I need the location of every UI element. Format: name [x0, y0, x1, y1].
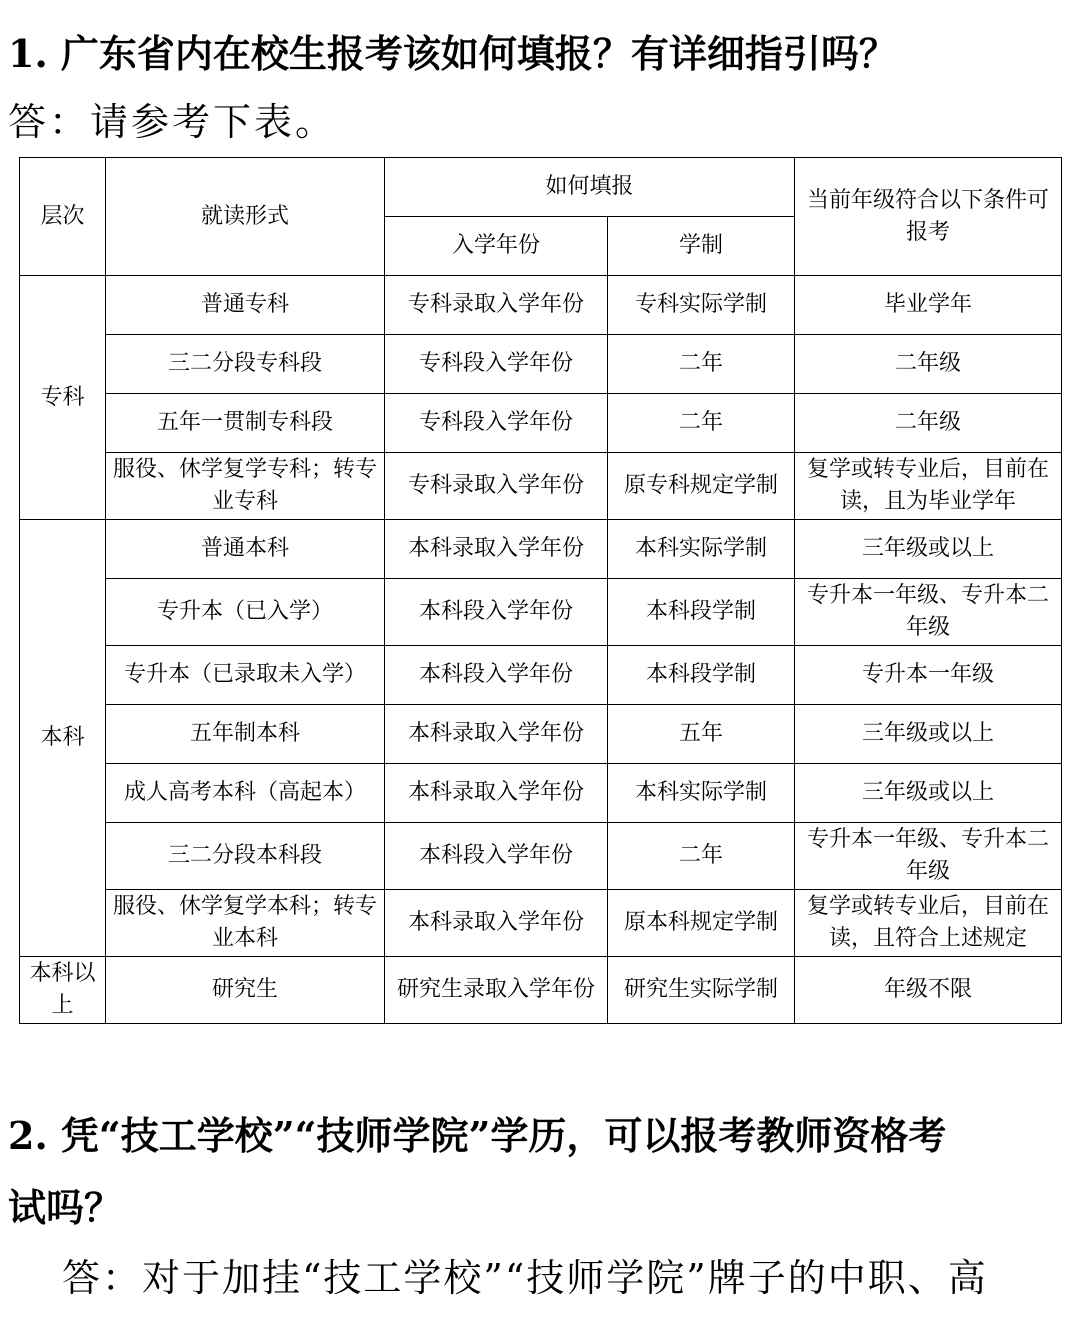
condition-cell: 三年级或以上 — [795, 520, 1062, 579]
table-row — [20, 335, 1062, 394]
table-row — [20, 646, 1062, 705]
form-cell: 专升本（已录取未入学） — [106, 646, 385, 705]
form-cell: 普通专科 — [106, 276, 385, 335]
duration-cell: 二年 — [608, 394, 795, 453]
entry-year-cell: 本科段入学年份 — [385, 579, 608, 646]
form-cell: 普通本科 — [106, 520, 385, 579]
condition-cell: 专升本一年级、专升本二年级 — [795, 823, 1062, 890]
table-header-row — [20, 158, 1062, 217]
entry-year-cell: 专科段入学年份 — [385, 394, 608, 453]
table-row — [20, 520, 1062, 579]
condition-cell: 二年级 — [795, 335, 1062, 394]
condition-cell: 复学或转专业后，目前在读，且符合上述规定 — [795, 890, 1062, 957]
duration-cell: 原专科规定学制 — [608, 453, 795, 520]
duration-cell: 研究生实际学制 — [608, 957, 795, 1024]
condition-cell: 二年级 — [795, 394, 1062, 453]
entry-year-cell: 本科段入学年份 — [385, 646, 608, 705]
header-entry-year: 入学年份 — [385, 217, 608, 276]
form-cell: 专升本（已入学） — [106, 579, 385, 646]
header-condition: 当前年级符合以下条件可报考 — [795, 158, 1062, 276]
table-row — [20, 705, 1062, 764]
table-row — [20, 957, 1062, 1024]
entry-year-cell: 专科录取入学年份 — [385, 453, 608, 520]
duration-cell: 专科实际学制 — [608, 276, 795, 335]
table-row — [20, 394, 1062, 453]
table-row — [20, 823, 1062, 890]
form-cell: 五年制本科 — [106, 705, 385, 764]
duration-cell: 本科段学制 — [608, 579, 795, 646]
level-cell: 专科 — [20, 276, 106, 520]
condition-cell: 专升本一年级、专升本二年级 — [795, 579, 1062, 646]
question-1-answer: 答：请参考下表。 — [8, 100, 337, 144]
question-2-answer: 答：对于加挂“技工学校”“技师学院”牌子的中职、高 — [62, 1256, 988, 1300]
condition-cell: 专升本一年级 — [795, 646, 1062, 705]
condition-cell: 年级不限 — [795, 957, 1062, 1024]
duration-cell: 本科实际学制 — [608, 764, 795, 823]
application-guide-table — [19, 157, 1062, 1024]
condition-cell: 三年级或以上 — [795, 705, 1062, 764]
entry-year-cell: 专科段入学年份 — [385, 335, 608, 394]
entry-year-cell: 本科录取入学年份 — [385, 890, 608, 957]
header-level: 层次 — [20, 158, 106, 276]
duration-cell: 本科实际学制 — [608, 520, 795, 579]
question-2-title-continued: 试吗？ — [8, 1185, 123, 1230]
entry-year-cell: 本科录取入学年份 — [385, 520, 608, 579]
level-cell: 本科 — [20, 520, 106, 957]
condition-cell: 毕业学年 — [795, 276, 1062, 335]
form-cell: 五年一贯制专科段 — [106, 394, 385, 453]
table-row — [20, 890, 1062, 957]
question-2-title: 2. 凭“技工学校”“技师学院”学历，可以报考教师资格考 — [8, 1113, 947, 1158]
table-row — [20, 764, 1062, 823]
duration-cell: 五年 — [608, 705, 795, 764]
duration-cell: 二年 — [608, 823, 795, 890]
form-cell: 成人高考本科（高起本） — [106, 764, 385, 823]
header-form: 就读形式 — [106, 158, 385, 276]
duration-cell: 本科段学制 — [608, 646, 795, 705]
form-cell: 三二分段专科段 — [106, 335, 385, 394]
level-cell: 本科以上 — [20, 957, 106, 1024]
table-row — [20, 276, 1062, 335]
table-row — [20, 453, 1062, 520]
condition-cell: 复学或转专业后，目前在读，且为毕业学年 — [795, 453, 1062, 520]
header-duration: 学制 — [608, 217, 795, 276]
duration-cell: 原本科规定学制 — [608, 890, 795, 957]
form-cell: 研究生 — [106, 957, 385, 1024]
table-row — [20, 579, 1062, 646]
header-how-to-fill: 如何填报 — [385, 158, 795, 217]
form-cell: 服役、休学复学本科；转专业本科 — [106, 890, 385, 957]
entry-year-cell: 研究生录取入学年份 — [385, 957, 608, 1024]
form-cell: 三二分段本科段 — [106, 823, 385, 890]
form-cell: 服役、休学复学专科；转专业专科 — [106, 453, 385, 520]
entry-year-cell: 本科录取入学年份 — [385, 705, 608, 764]
entry-year-cell: 本科录取入学年份 — [385, 764, 608, 823]
entry-year-cell: 本科段入学年份 — [385, 823, 608, 890]
question-1-title: 1. 广东省内在校生报考该如何填报？有详细指引吗？ — [8, 31, 897, 76]
duration-cell: 二年 — [608, 335, 795, 394]
entry-year-cell: 专科录取入学年份 — [385, 276, 608, 335]
condition-cell: 三年级或以上 — [795, 764, 1062, 823]
